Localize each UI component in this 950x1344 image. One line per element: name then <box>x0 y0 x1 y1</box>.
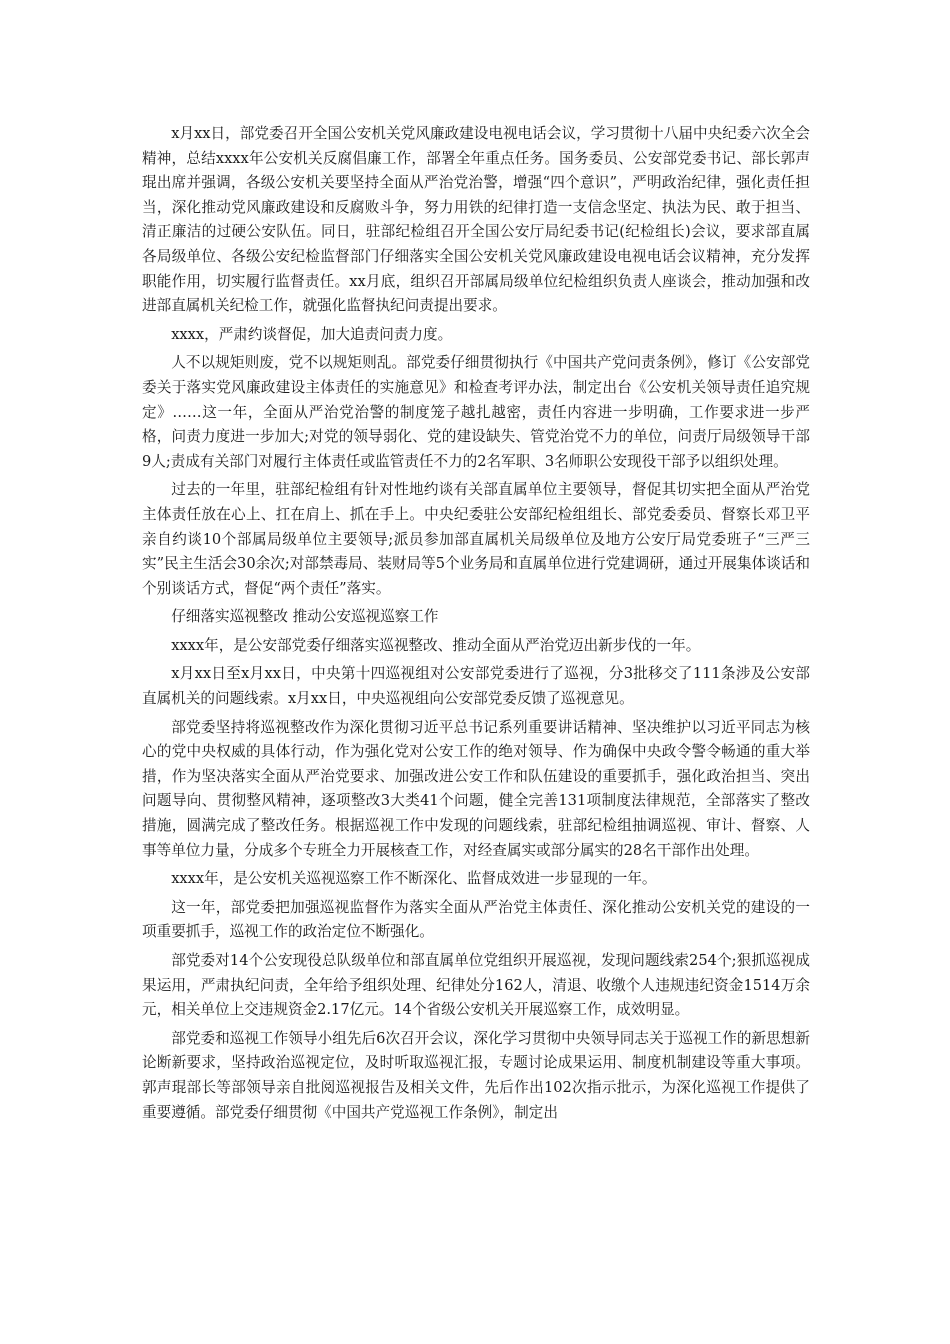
document-body <box>142 122 810 1129</box>
paragraph-7: x月xx日至x月xx日，中央第十四巡视组对公安部党委进行了巡视，分3批移交了111条涉及公安部直属机关的问题线索。x月xx日，中央巡视组向公安部党委反馈了巡视意见。 <box>142 665 810 708</box>
paragraph-12: 部党委和巡视工作领导小组先后6次召开会议，深化学习贯彻中央领导同志关于巡视工作的新思想新论断新要求，坚持政治巡视定位，及时听取巡视汇报，专题讨论成果运用、制度机制建设等重大事项。郭声琨部长等部领导亲自批阅巡视报告及相关文件，先后作出102次指示批示，为深化巡视工作提供了重要遵循。部党委仔细贯彻《中国共产党巡视工作条例》，制定出 <box>142 1029 810 1121</box>
paragraph-11: 部党委对14个公安现役总队级单位和部直属单位党组织开展巡视，发现问题线索254个;狠抓巡视成果运用，严肃执纪问责，全年给予组织处理、纪律处分162人，清退、收缴个人违规违纪资金1514万余元，相关单位上交违规资金2.17亿元。14个省级公安机关开展巡察工作，成效明显。 <box>142 952 810 1019</box>
paragraph-9: xxxx年，是公安机关巡视巡察工作不断深化、监督成效进一步显现的一年。 <box>171 870 657 888</box>
paragraph-4: 过去的一年里，驻部纪检组有针对性地约谈有关部直属单位主要领导，督促其切实把全面从严治党主体责任放在心上、扛在肩上、抓在手上。中央纪委驻公安部纪检组组长、部党委委员、督察长邓卫平亲自约谈10个部属局级单位主要领导;派员参加部直属机关局级单位及地方公安厅局党委班子“三严三实”民主生活会30余次;对部禁毒局、装财局等5个业务局和直属单位进行党建调研，通过开展集体谈话和个别谈话方式，督促“两个责任”落实。 <box>142 481 810 597</box>
paragraph-1: x月xx日，部党委召开全国公安机关党风廉政建设电视电话会议，学习贯彻十八届中央纪委六次全会精神，总结xxxx年公安机关反腐倡廉工作，部署全年重点任务。国务委员、公安部党委书记、部长郭声琨出席并强调，各级公安机关要坚持全面从严治党治警，增强“四个意识”，严明政治纪律，强化责任担当，深化推动党风廉政建设和反腐败斗争，努力用铁的纪律打造一支信念坚定、执法为民、敢于担当、清正廉洁的过硬公安队伍。同日，驻部纪检组召开全国公安厅局纪委书记(纪检组长)会议，要求部直属各局级单位、各级公安纪检监督部门仔细落实全国公安机关党风廉政建设电视电话会议精神，充分发挥职能作用，切实履行监督责任。xx月底，组织召开部属局级单位纪检组织负责人座谈会，推动加强和改进部直属机关纪检工作，就强化监督执纪问责提出要求。 <box>142 125 810 315</box>
paragraph-2: xxxx，严肃约谈督促，加大追责问责力度。 <box>171 325 453 343</box>
paragraph-6: xxxx年，是公安部党委仔细落实巡视整改、推动全面从严治党迈出新步伐的一年。 <box>171 636 701 654</box>
paragraph-10: 这一年，部党委把加强巡视监督作为落实全面从严治党主体责任、深化推动公安机关党的建设的一项重要抓手，巡视工作的政治定位不断强化。 <box>142 898 810 941</box>
paragraph-8: 部党委坚持将巡视整改作为深化贯彻习近平总书记系列重要讲话精神、坚决维护以习近平同志为核心的党中央权威的具体行动，作为强化党对公安工作的绝对领导、作为确保中央政令警令畅通的重大举措，作为坚决落实全面从严治党要求、加强改进公安工作和队伍建设的重要抓手，强化政治担当、突出问题导向、贯彻整风精神，逐项整改3大类41个问题，健全完善131项制度法律规范，全部落实了整改措施，圆满完成了整改任务。根据巡视工作中发现的问题线索，驻部纪检组抽调巡视、审计、督察、人事等单位力量，分成多个专班全力开展核查工作，对经查属实或部分属实的28名干部作出处理。 <box>142 718 810 859</box>
paragraph-3: 人不以规矩则废，党不以规矩则乱。部党委仔细贯彻执行《中国共产党问责条例》，修订《公安部党委关于落实党风廉政建设主体责任的实施意见》和检查考评办法，制定出台《公安机关领导责任追究规定》……这一年，全面从严治党治警的制度笼子越扎越密，责任内容进一步明确，工作要求进一步严格，问责力度进一步加大;对党的领导弱化、党的建设缺失、管党治党不力的单位，问责厅局级领导干部9人;责成有关部门对履行主体责任或监管责任不力的2名军职、3名师职公安现役干部予以组织处理。 <box>142 354 810 470</box>
section-heading: 仔细落实巡视整改 推动公安巡视巡察工作 <box>171 608 439 626</box>
